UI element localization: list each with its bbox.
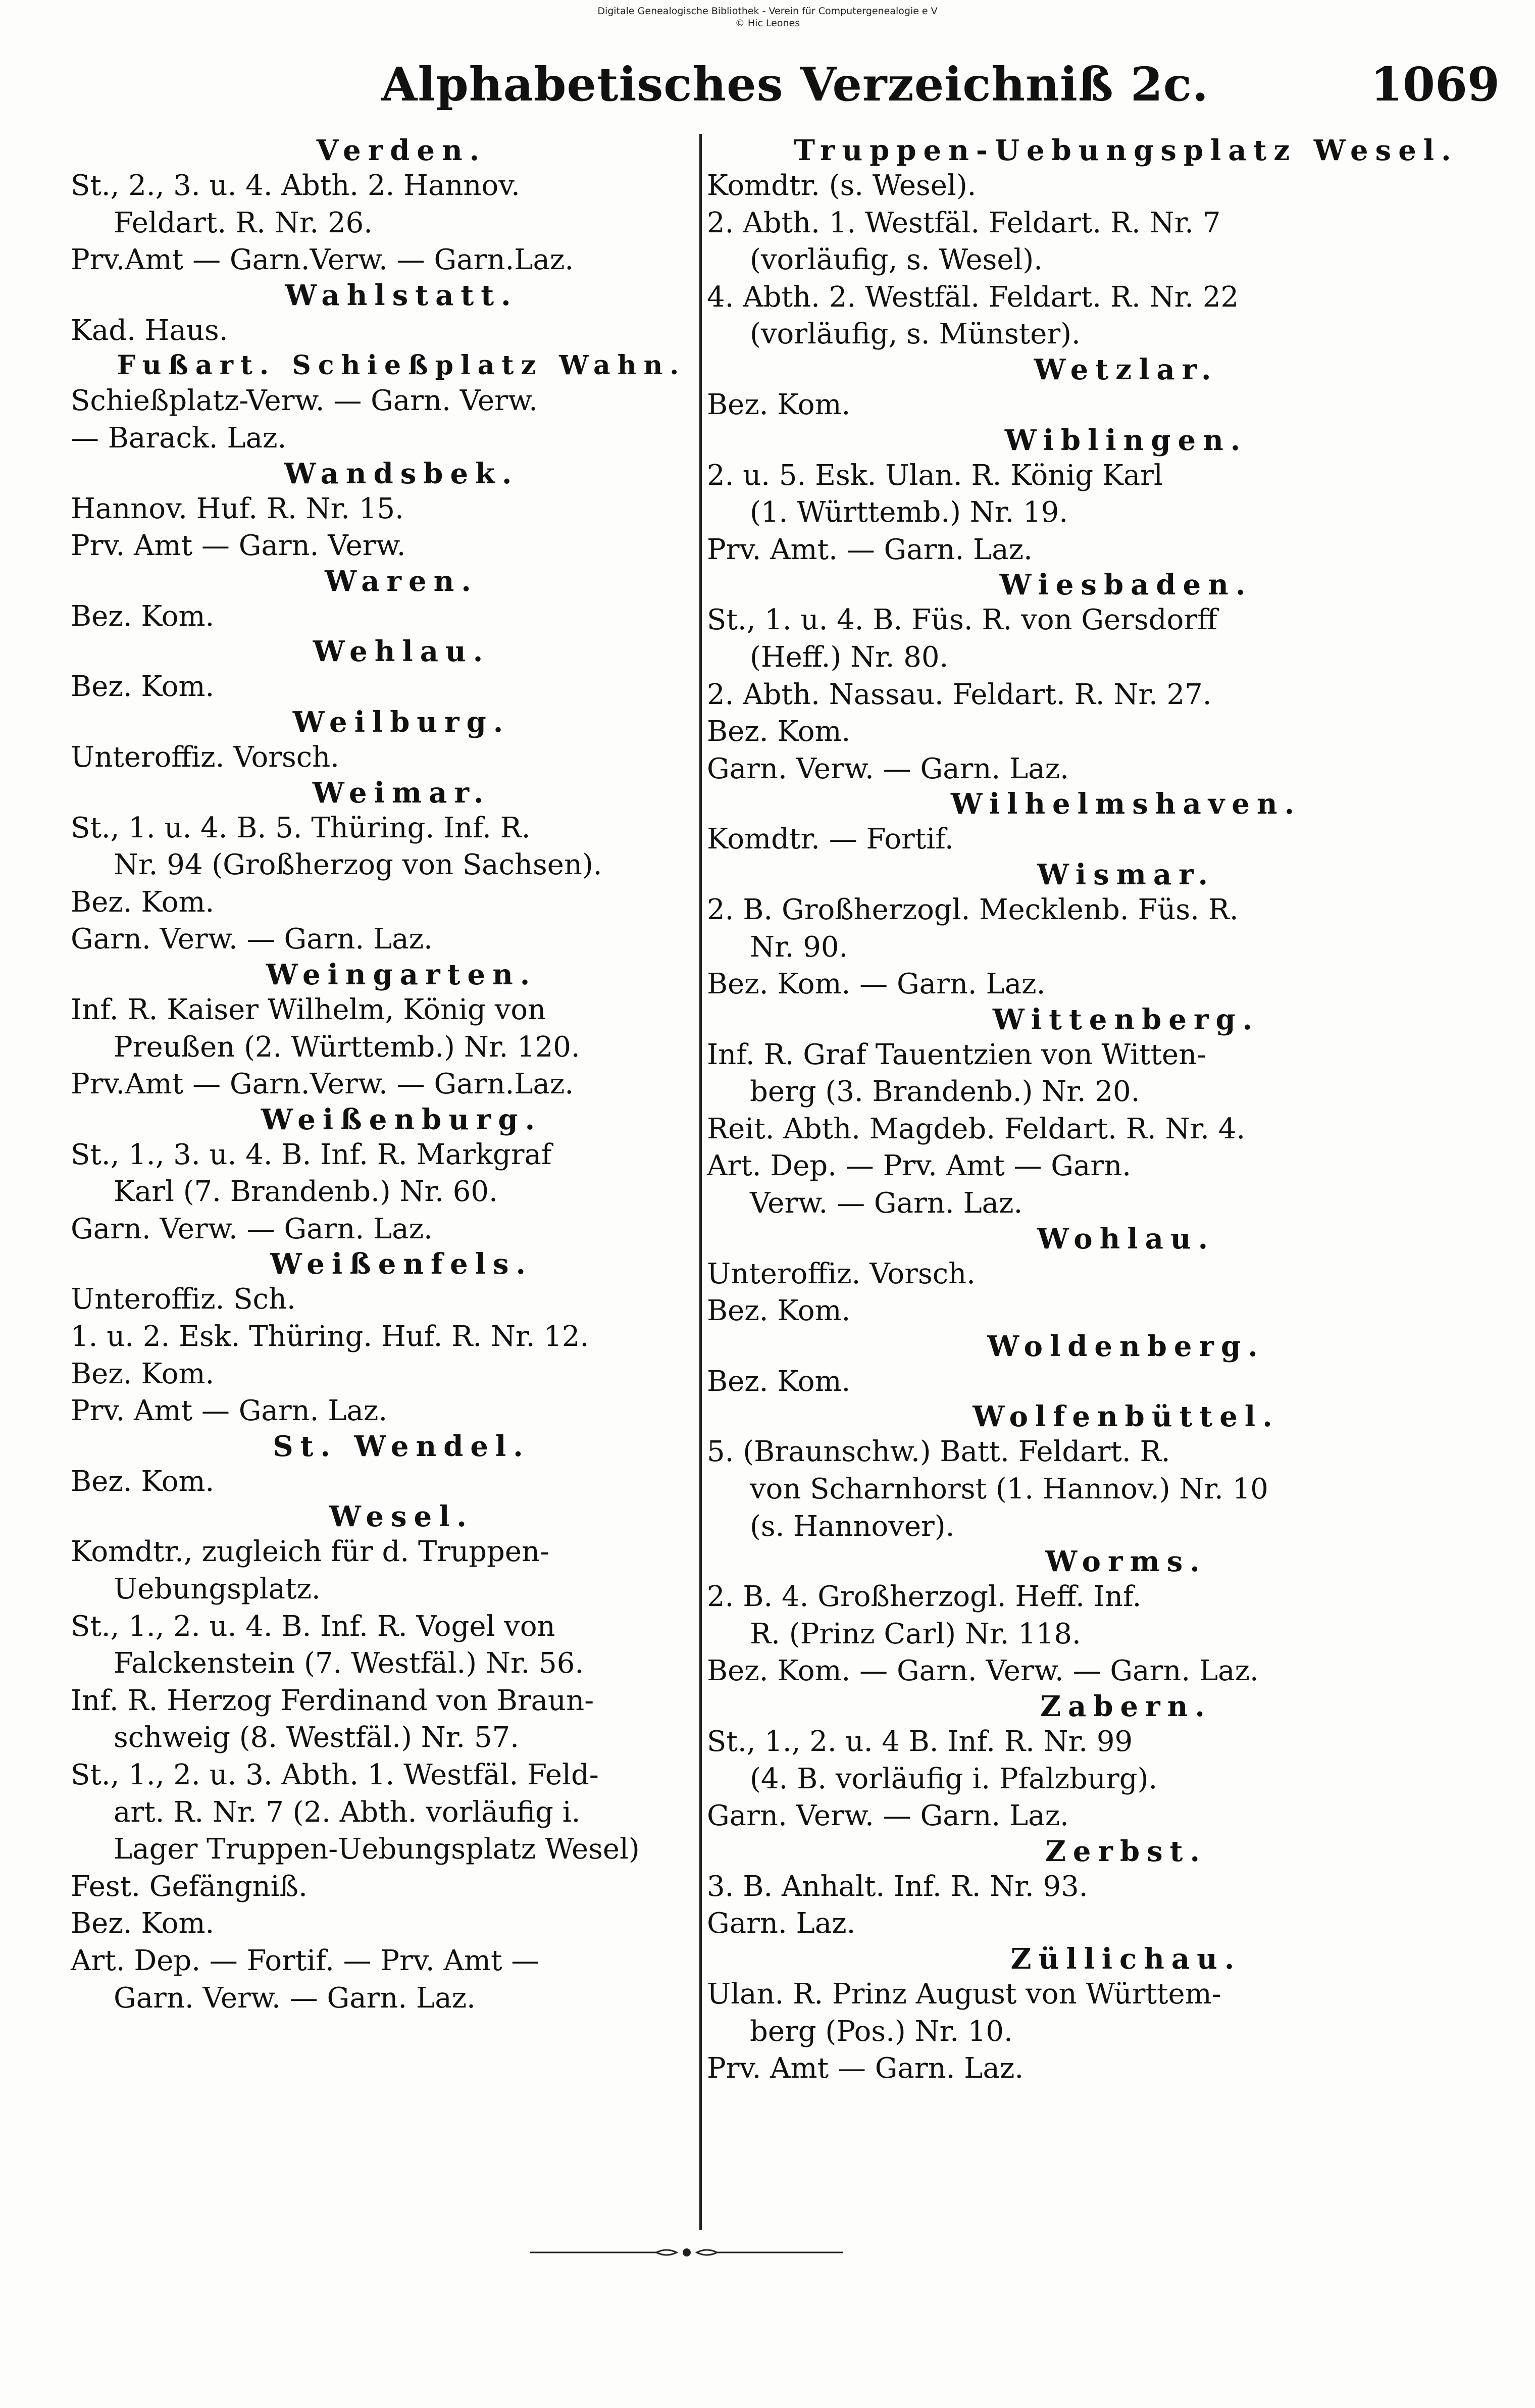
entry-line: Schießplatz-Verw. — Garn. Verw. — [71, 384, 538, 418]
entry-line: Prv. Amt — Garn. Laz. — [707, 2052, 1024, 2085]
entry-line: Bez. Kom. — Garn. Laz. — [707, 968, 1046, 1001]
column-divider — [699, 134, 702, 2230]
place-heading-waren: Waren. — [325, 564, 478, 598]
entry-continuation-line: berg (3. Brandenb.) Nr. 20. — [750, 1075, 1140, 1109]
entry-line: Inf. R. Graf Tauentzien von Witten- — [707, 1038, 1207, 1071]
entry-line: St., 1., 2. u. 4. B. Inf. R. Vogel von — [71, 1610, 555, 1643]
entry-continuation-line: R. (Prinz Carl) Nr. 118. — [750, 1617, 1081, 1650]
page-number: 1069 — [1370, 57, 1500, 112]
entry-line: Ulan. R. Prinz August von Württem- — [707, 1977, 1221, 2011]
entry-continuation-line: Feldart. R. Nr. 26. — [114, 206, 373, 239]
place-heading-weissenburg: Weißenburg. — [261, 1102, 542, 1136]
entry-line: Art. Dep. — Prv. Amt — Garn. — [707, 1149, 1132, 1183]
place-heading-wahlstatt: Wahlstatt. — [285, 278, 518, 312]
entry-line: Unteroffiz. Sch. — [71, 1283, 296, 1316]
entry-continuation-line: Garn. Verw. — Garn. Laz. — [114, 1981, 476, 2015]
entry-line: 3. B. Anhalt. Inf. R. Nr. 93. — [707, 1870, 1088, 1903]
left-column — [71, 134, 687, 2017]
place-heading-worms: Worms. — [1045, 1545, 1207, 1579]
watermark — [0, 5, 1535, 29]
page-title: Alphabetisches Verzeichniß 2c. — [381, 57, 1209, 112]
entry-line: Komdtr. (s. Wesel). — [707, 169, 977, 202]
place-heading-zabern: Zabern. — [1040, 1690, 1212, 1723]
entry-continuation-line: berg (Pos.) Nr. 10. — [750, 2015, 1013, 2048]
entry-line: St., 1., 2. u. 3. Abth. 1. Westfäl. Feld- — [71, 1759, 599, 1791]
entry-line: Bez. Kom. — [71, 670, 215, 704]
entry-continuation-line: (1. Württemb.) Nr. 19. — [750, 496, 1068, 529]
entry-line: Bez. Kom. — [707, 1294, 851, 1328]
entry-continuation-line: von Scharnhorst (1. Hannov.) Nr. 10 — [750, 1473, 1268, 1506]
entry-line: 2. Abth. 1. Westfäl. Feldart. R. Nr. 7 — [707, 206, 1221, 239]
entry-continuation-line: art. R. Nr. 7 (2. Abth. vorläufig i. — [114, 1795, 581, 1829]
watermark-line-2: © Hic Leones — [735, 18, 800, 29]
entry-line: Art. Dep. — Fortif. — Prv. Amt — — [71, 1944, 540, 1977]
entry-continuation-line: (vorläufig, s. Wesel). — [750, 243, 1043, 277]
entry-line: Prv.Amt — Garn.Verw. — Garn.Laz. — [71, 1068, 574, 1101]
place-heading-weingarten: Weingarten. — [266, 958, 537, 991]
entry-line: Bez. Kom. — [707, 1365, 851, 1398]
entry-line: Reit. Abth. Magdeb. Feldart. R. Nr. 4. — [707, 1112, 1246, 1145]
place-heading-woldenberg: Woldenberg. — [987, 1329, 1265, 1363]
entry-line: Garn. Laz. — [707, 1907, 856, 1940]
place-heading-wohlau: Wohlau. — [1037, 1222, 1215, 1256]
place-heading-wesel: Wesel. — [329, 1500, 474, 1534]
entry-line: Kad. Haus. — [71, 314, 228, 347]
place-heading-fussart-schiessplatz-wahn: Fußart. Schießplatz Wahn. — [117, 350, 686, 381]
entry-line: St., 1., 2. u. 4 B. Inf. R. Nr. 99 — [707, 1725, 1133, 1758]
entry-line: Unteroffiz. Vorsch. — [71, 740, 339, 774]
entry-line: Prv.Amt — Garn.Verw. — Garn.Laz. — [71, 243, 574, 277]
entry-line: 2. B. Großherzogl. Mecklenb. Füs. R. — [707, 893, 1239, 926]
entry-line: St., 1. u. 4. B. 5. Thüring. Inf. R. — [71, 811, 531, 844]
entry-line: — Barack. Laz. — [71, 421, 287, 455]
place-heading-weissenfels: Weißenfels. — [270, 1247, 533, 1281]
entry-line: 2. B. 4. Großherzogl. Heff. Inf. — [707, 1580, 1142, 1614]
place-heading-wilhelmshaven: Wilhelmshaven. — [950, 787, 1302, 821]
entry-line: Komdtr., zugleich für d. Truppen- — [71, 1535, 549, 1569]
place-heading-zullichau: Züllichau. — [1010, 1942, 1242, 1976]
place-heading-verden: Verden. — [316, 134, 487, 167]
footer-ornament — [530, 2246, 843, 2259]
entry-continuation-line: Nr. 94 (Großherzog von Sachsen). — [114, 848, 602, 882]
entry-line: Prv. Amt. — Garn. Laz. — [707, 533, 1033, 566]
entry-line: 2. Abth. Nassau. Feldart. R. Nr. 27. — [707, 678, 1212, 711]
entry-line: Bez. Kom. — [71, 1907, 215, 1940]
entry-continuation-line: Karl (7. Brandenb.) Nr. 60. — [114, 1175, 498, 1209]
entry-line: Bez. Kom. — [71, 599, 215, 633]
page-header — [71, 48, 1500, 124]
entry-line: 5. (Braunschw.) Batt. Feldart. R. — [707, 1435, 1170, 1469]
entry-continuation-line: (4. B. vorläufig i. Pfalzburg). — [750, 1762, 1158, 1795]
place-heading-st-wendel: St. Wendel. — [273, 1429, 530, 1463]
entry-continuation-line: Lager Truppen-Uebungsplatz Wesel) — [114, 1833, 640, 1866]
entry-line: Garn. Verw. — Garn. Laz. — [707, 752, 1069, 785]
right-column — [707, 134, 1515, 2087]
entry-line: Garn. Verw. — Garn. Laz. — [707, 1799, 1069, 1833]
entry-continuation-line: schweig (8. Westfäl.) Nr. 57. — [114, 1721, 520, 1754]
place-heading-wittenberg: Wittenberg. — [992, 1002, 1260, 1036]
entry-line: Bez. Kom. — [71, 1465, 215, 1498]
entry-continuation-line: (vorläufig, s. Münster). — [750, 318, 1081, 351]
place-heading-wandsbek: Wandsbek. — [284, 457, 519, 490]
entry-line: 4. Abth. 2. Westfäl. Feldart. R. Nr. 22 — [707, 280, 1239, 314]
place-heading-wehlau: Wehlau. — [313, 635, 490, 669]
entry-line: 2. u. 5. Esk. Ulan. R. König Karl — [707, 459, 1163, 492]
place-heading-wetzlar: Wetzlar. — [1034, 353, 1218, 386]
place-heading-wiesbaden: Wiesbaden. — [999, 568, 1253, 602]
entry-line: Garn. Verw. — Garn. Laz. — [71, 1212, 433, 1245]
entry-line: St., 2., 3. u. 4. Abth. 2. Hannov. — [71, 169, 520, 202]
place-heading-wolfenbuttel: Wolfenbüttel. — [973, 1400, 1280, 1434]
entry-continuation-line: (Heff.) Nr. 80. — [750, 640, 949, 674]
entry-line: Hannov. Huf. R. Nr. 15. — [71, 492, 404, 525]
entry-line: St., 1., 3. u. 4. B. Inf. R. Markgraf — [71, 1138, 552, 1171]
place-heading-weimar: Weimar. — [312, 776, 491, 810]
entry-continuation-line: Verw. — Garn. Laz. — [750, 1187, 1023, 1220]
entry-line: Bez. Kom. — [71, 1357, 215, 1390]
entry-line: Komdtr. — Fortif. — [707, 823, 954, 856]
entry-continuation-line: Preußen (2. Württemb.) Nr. 120. — [114, 1030, 580, 1064]
place-heading-wiblingen: Wiblingen. — [1004, 423, 1248, 457]
place-heading-zerbst: Zerbst. — [1045, 1834, 1207, 1868]
entry-continuation-line: (s. Hannover). — [750, 1510, 955, 1543]
entry-line: Bez. Kom. — Garn. Verw. — Garn. Laz. — [707, 1654, 1259, 1688]
place-heading-wismar: Wismar. — [1037, 858, 1215, 891]
entry-continuation-line: Nr. 90. — [750, 930, 848, 964]
entry-continuation-line: Falckenstein (7. Westfäl.) Nr. 56. — [114, 1647, 584, 1680]
entry-line: Bez. Kom. — [71, 885, 215, 919]
entry-line: Prv. Amt — Garn. Verw. — [71, 529, 406, 563]
entry-line: Bez. Kom. — [707, 388, 851, 421]
entry-line: Fest. Gefängniß. — [71, 1870, 308, 1903]
entry-line: Prv. Amt — Garn. Laz. — [71, 1394, 388, 1428]
place-heading-truppen-uebungsplatz-wesel: Truppen-Uebungsplatz Wesel. — [794, 134, 1458, 167]
entry-line: 1. u. 2. Esk. Thüring. Huf. R. Nr. 12. — [71, 1320, 589, 1353]
entry-line: Bez. Kom. — [707, 715, 851, 748]
entry-line: Inf. R. Herzog Ferdinand von Braun- — [71, 1684, 594, 1717]
entry-line: Unteroffiz. Vorsch. — [707, 1257, 976, 1290]
place-heading-weilburg: Weilburg. — [292, 705, 510, 739]
watermark-line-1: Digitale Genealogische Bibliothek - Verein für Computergenealogie e V — [597, 6, 938, 17]
entry-line: Inf. R. Kaiser Wilhelm, König von — [71, 993, 546, 1026]
entry-continuation-line: Uebungsplatz. — [114, 1573, 321, 1606]
entry-line: St., 1. u. 4. B. Füs. R. von Gersdorff — [707, 604, 1217, 637]
entry-line: Garn. Verw. — Garn. Laz. — [71, 923, 433, 956]
